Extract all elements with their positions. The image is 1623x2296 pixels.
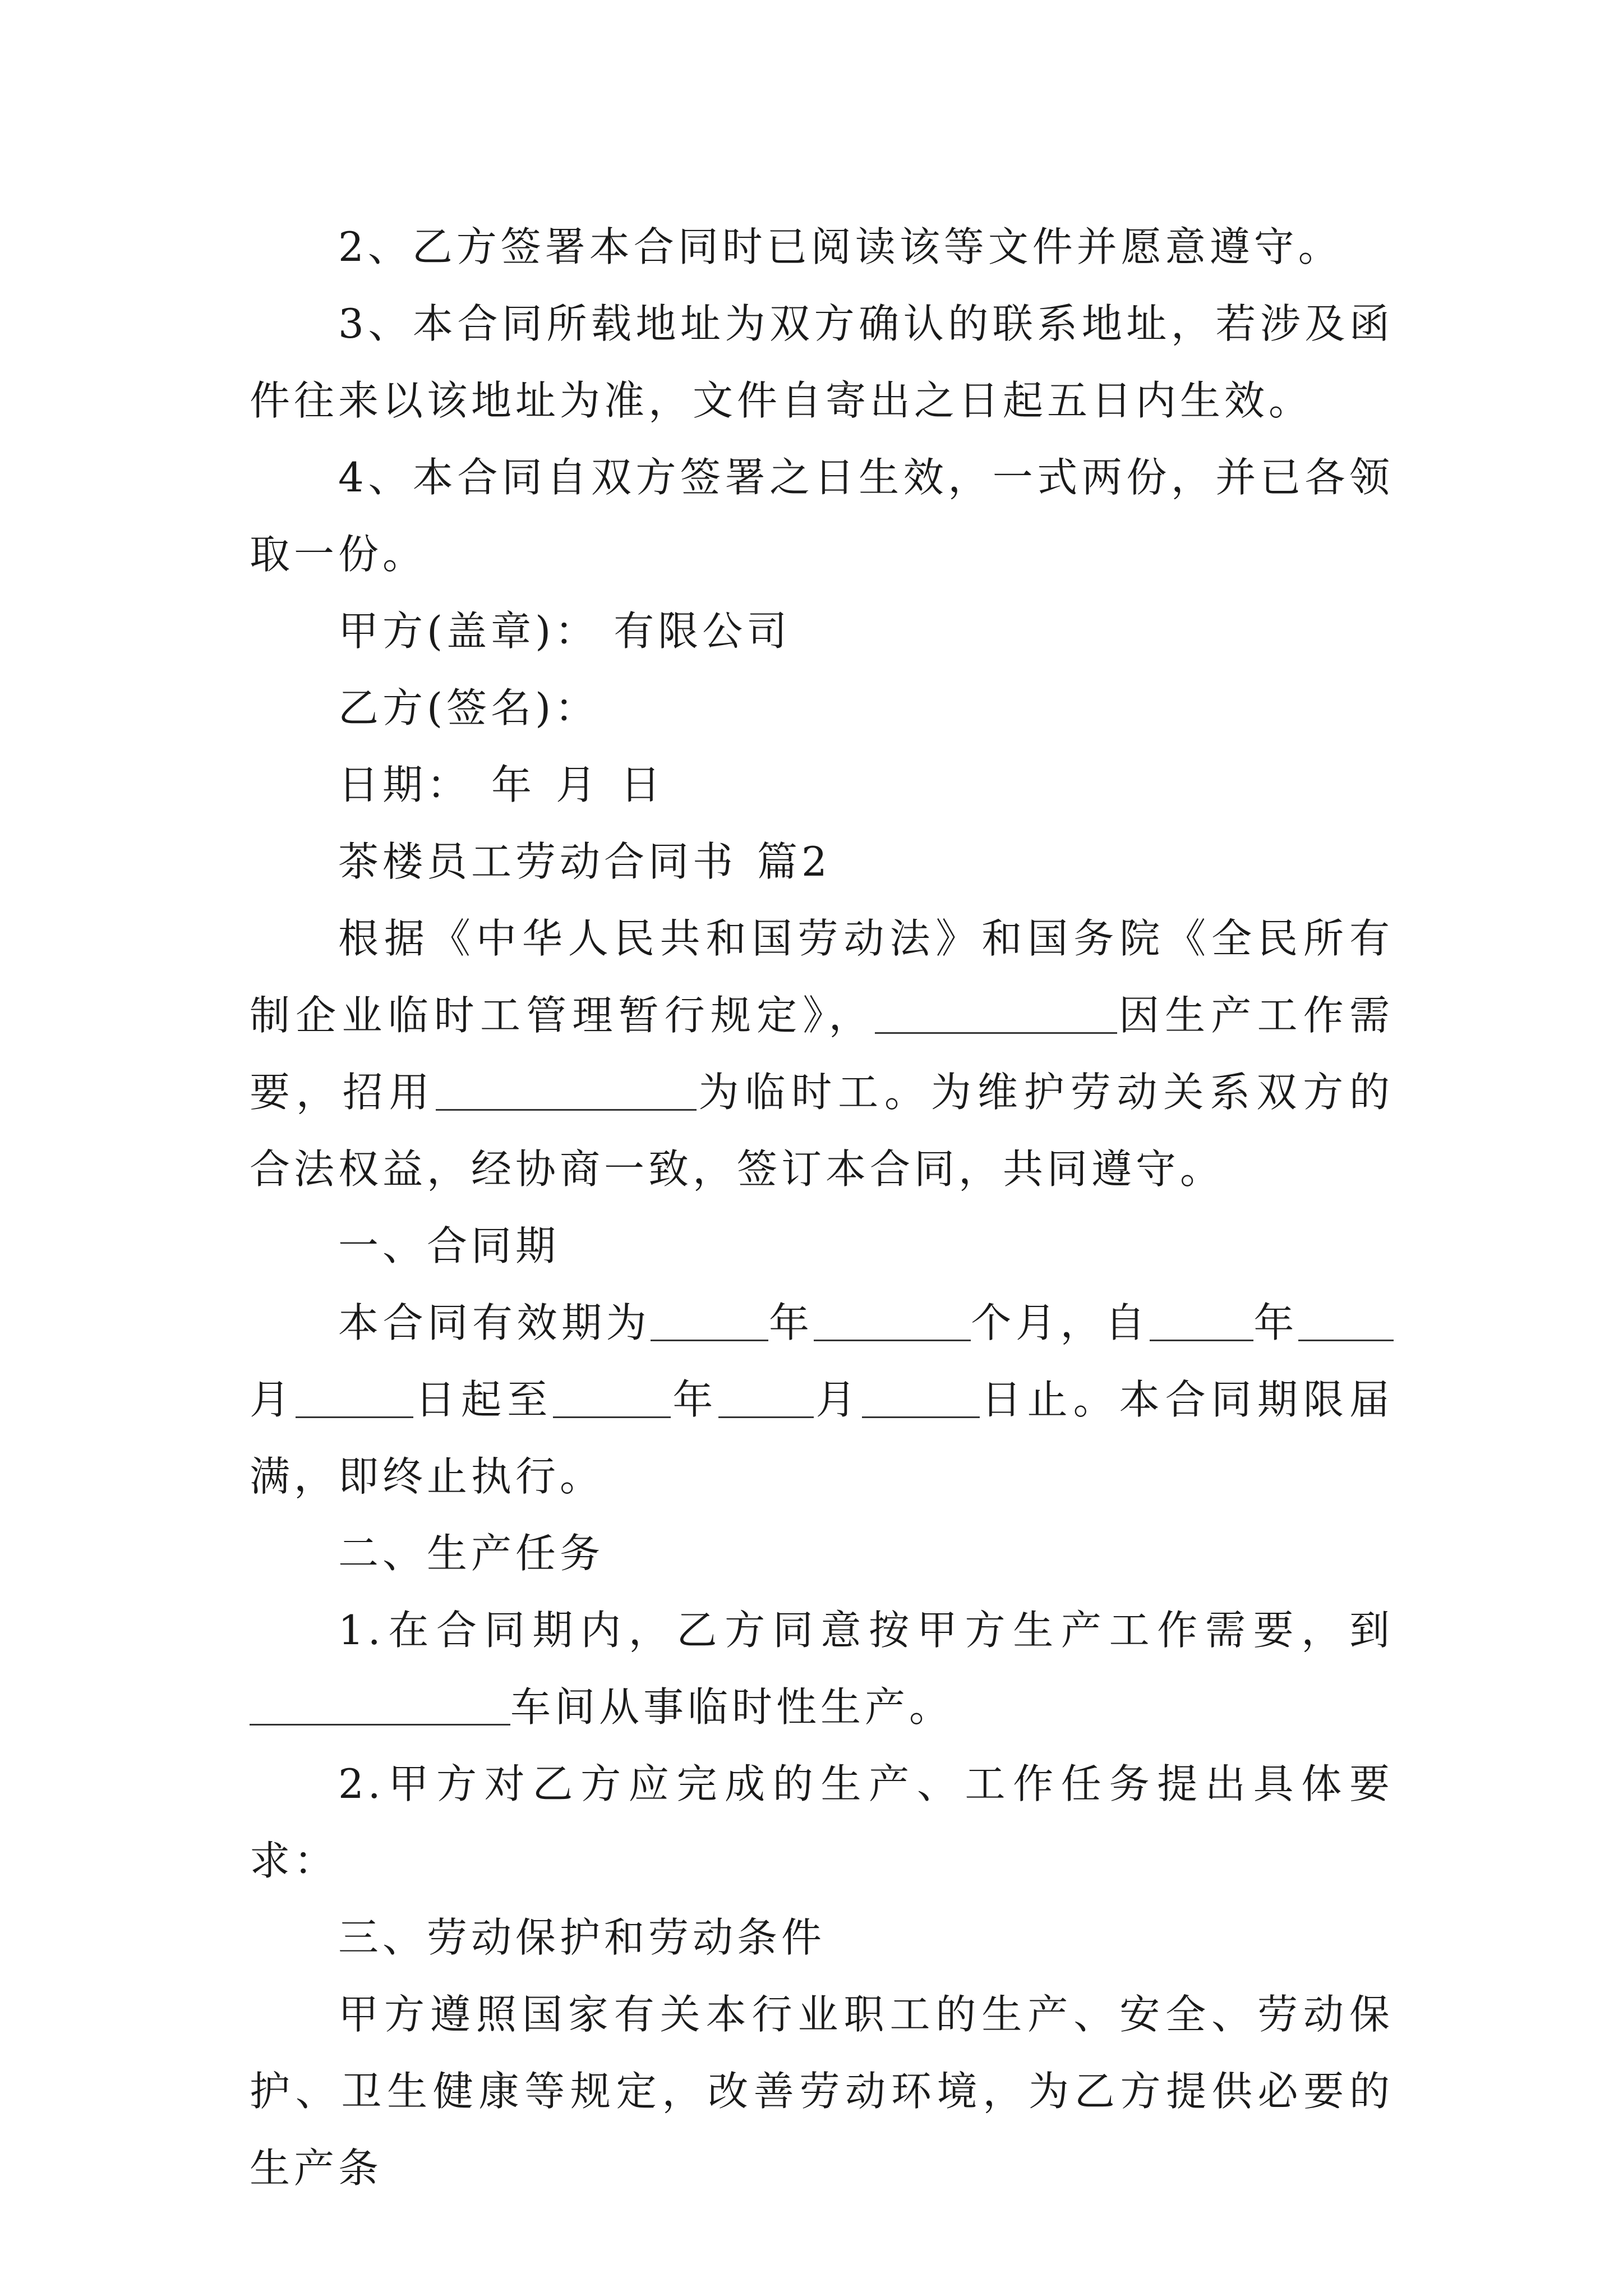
date-day: 日 [620, 761, 665, 808]
section-3-title: 三、劳动保护和劳动条件 [338, 1914, 826, 1961]
clause-4-paragraph: 4、本合同自双方签署之日生效，一式两份，并已各领取一份。 [250, 454, 1394, 578]
end-month-unit: 月 [814, 1376, 862, 1423]
end-day-blank [862, 1376, 980, 1418]
date-label: 日期： [338, 761, 472, 808]
task-1-text-a: 1.在合同期内，乙方同意按甲方生产工作需要，到 [338, 1607, 1394, 1654]
date-line [250, 747, 1394, 823]
term-end-text: 日止。本合同期限届满，即终止执行。 [250, 1376, 1394, 1500]
section-2-title: 二、生产任务 [338, 1530, 605, 1577]
term-months-blank [814, 1299, 971, 1341]
date-month: 月 [556, 761, 601, 808]
start-day-blank [296, 1376, 413, 1418]
term-from-text: 日起至 [413, 1376, 554, 1423]
task-1-paragraph [250, 1592, 1394, 1746]
employer-blank [875, 992, 1117, 1034]
contract-title-text: 茶楼员工劳动合同书 [338, 838, 737, 885]
party-a-label: 甲方(盖章)： [338, 608, 600, 655]
party-a-line [250, 593, 1394, 670]
intro-text-c: 为临时工。为维护劳动关系双方的合法权益，经协商一致，签订本合同，共同遵守。 [250, 1069, 1394, 1193]
term-year-unit: 年 [768, 1299, 814, 1346]
intro-paragraph [250, 900, 1394, 1208]
protection-paragraph: 甲方遵照国家有关本行业职工的生产、安全、劳动保护、卫生健康等规定，改善劳动环境，为乙方提供必要的生产条 [250, 1991, 1394, 2192]
date-year: 年 [491, 761, 536, 808]
contract-title-part: 篇2 [757, 838, 831, 885]
start-month-blank [1298, 1299, 1394, 1341]
start-year-blank [1150, 1299, 1253, 1341]
party-b-line [250, 670, 1394, 747]
intro-text-b: 因生产工作需要，招用 [250, 992, 1394, 1116]
clause-3-paragraph: 3、本合同所载地址为双方确认的联系地址，若涉及函件往来以该地址为准，文件自寄出之日起五日内生效。 [250, 300, 1394, 424]
term-paragraph [250, 1285, 1394, 1515]
term-years-blank [651, 1299, 768, 1341]
term-months-text: 个月，自 [970, 1299, 1150, 1346]
end-year-blank [553, 1376, 671, 1418]
task-1-text-b: 车间从事临时性生产。 [510, 1683, 954, 1731]
start-month-unit: 月 [250, 1376, 296, 1423]
party-a-value: 有限公司 [614, 608, 791, 655]
document-body [250, 209, 1394, 2207]
term-text-a: 本合同有效期为 [338, 1299, 651, 1346]
task-2-paragraph: 2.甲方对乙方应完成的生产、工作任务提出具体要求： [250, 1760, 1394, 1884]
party-b-label: 乙方(签名)： [338, 684, 600, 731]
workshop-blank [250, 1683, 510, 1726]
section-1-title: 一、合同期 [338, 1222, 560, 1269]
contract-title [250, 823, 1394, 900]
end-month-blank [718, 1376, 814, 1418]
end-year-unit: 年 [671, 1376, 719, 1423]
clause-2-paragraph: 2、乙方签署本合同时已阅读该等文件并愿意遵守。 [338, 223, 1343, 270]
start-year-unit: 年 [1253, 1299, 1298, 1346]
employee-blank [436, 1069, 697, 1111]
intro-text-a: 根据《中华人民共和国劳动法》和国务院《全民所有制企业临时工管理暂行规定》， [250, 915, 1394, 1039]
